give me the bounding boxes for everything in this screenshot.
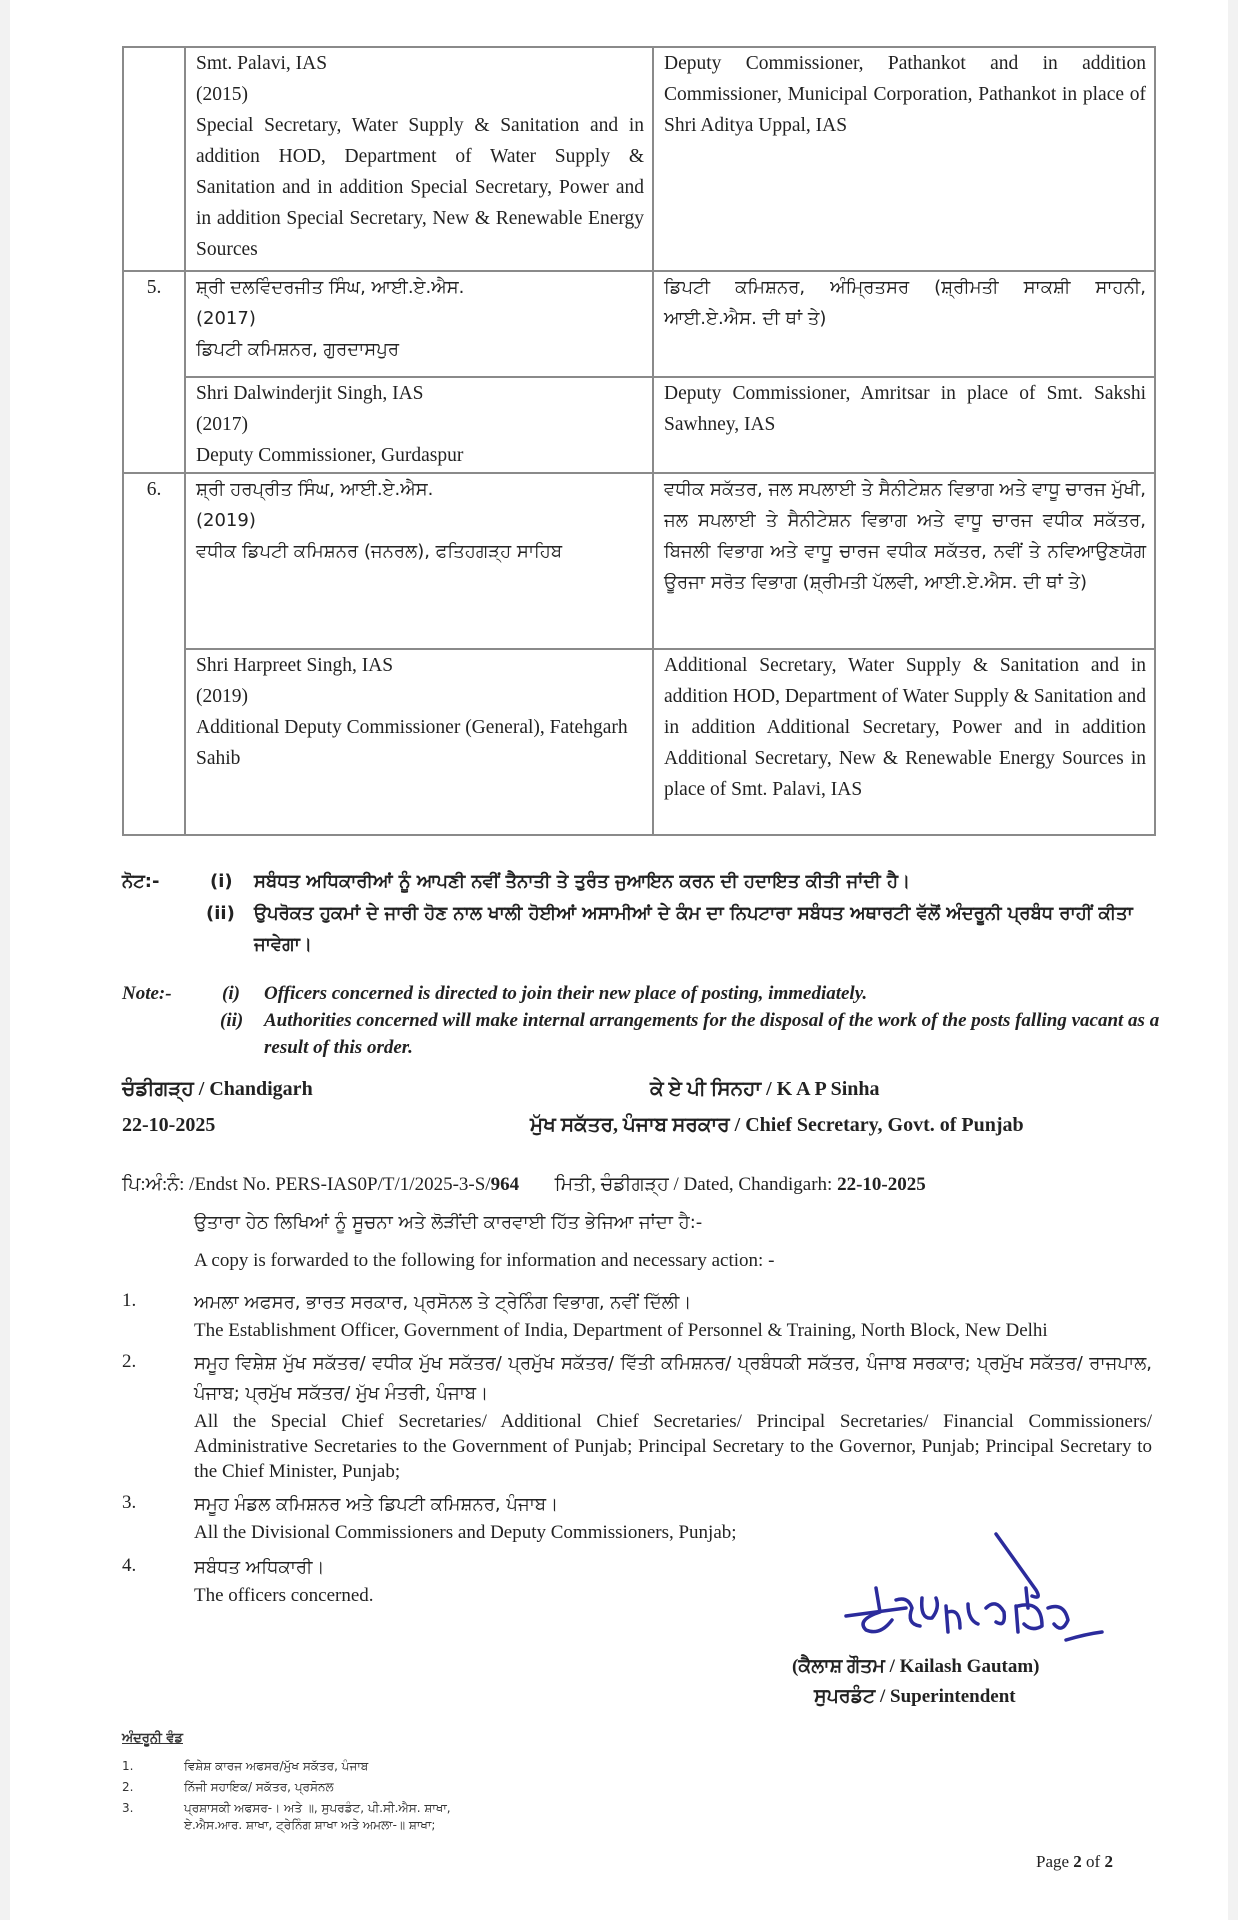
item-text-punjabi: ਸਮੂਹ ਵਿਸ਼ੇਸ਼ ਮੁੱਖ ਸਕੱਤਰ/ ਵਧੀਕ ਮੁੱਖ ਸਕੱਤਰ/ ਪ੍ਰਮੁੱਖ ਸਕੱਤਰ/ ਵਿੱਤੀ ਕਮਿਸ਼ਨਰ/ ਪ੍ਰਬੰਧਕੀ ਸਕੱਤਰ, ਪੰਜਾਬ ਸਰਕਾਰ; ਪ੍ਰਮੁੱਖ ਸਕੱਤਰ/ ਰਾਜਪਾਲ, ਪੰਜਾਬ; ਪ੍ਰਮੁੱਖ ਸਕੱਤਰ/ ਮੁੱਖ ਮੰਤਰੀ, ਪੰਜਾਬ। bbox=[194, 1353, 1152, 1404]
officer-batch: (2019) bbox=[196, 686, 248, 707]
officer-name: Shri Harpreet Singh, IAS bbox=[196, 655, 394, 676]
item-text: ਨਿੱਜੀ ਸਹਾਇਕ/ ਸਕੱਤਰ, ਪ੍ਰਸੋਨਲ bbox=[184, 1780, 334, 1794]
place: ਚੰਡੀਗੜ੍ਹ / Chandigarh bbox=[122, 1078, 313, 1100]
posting-cell: Additional Secretary, Water Supply & Sanitation and in addition HOD, Department of Water Supply & Sanitation and in addition Additional Secretary, Power and in addition Additional Secretary, New & Renewable Energy Sources in place of Smt. Palavi, IAS bbox=[653, 649, 1155, 835]
note-text: ਉਪਰੋਕਤ ਹੁਕਮਾਂ ਦੇ ਜਾਰੀ ਹੋਣ ਨਾਲ ਖਾਲੀ ਹੋਈਆਂ ਅਸਾਮੀਆਂ ਦੇ ਕੰਮ ਦਾ ਨਿਪਟਾਰਾ ਸਬੰਧਤ ਅਥਾਰਟੀ ਵੱਲੋਂ ਅੰਦਰੂਨੀ ਪ੍ਰਬੰਧ ਰਾਹੀਂ ਕੀਤਾ ਜਾਵੇਗਾ। bbox=[254, 903, 1133, 955]
officer-batch: (2017) bbox=[196, 308, 256, 329]
officer-cell bbox=[185, 47, 653, 271]
note-text: Officers concerned is directed to join their new place of posting, immediately. bbox=[264, 983, 868, 1004]
item-text-punjabi: ਸਮੂਹ ਮੰਡਲ ਕਮਿਸ਼ਨਰ ਅਤੇ ਡਿਪਟੀ ਕਮਿਸ਼ਨਰ, ਪੰਜਾਬ। bbox=[194, 1494, 559, 1515]
row-number bbox=[123, 47, 185, 271]
officer-batch: (2019) bbox=[196, 510, 256, 531]
note-marker: (ii) bbox=[206, 903, 235, 924]
superintendent-name: (ਕੈਲਾਸ਼ ਗੌਤਮ / Kailash Gautam) bbox=[792, 1656, 1040, 1677]
note-marker: (ii) bbox=[220, 1010, 244, 1031]
note-marker: (i) bbox=[222, 983, 240, 1004]
endorsement-number-prefix: ਪਿ:ਅੰ:ਨੰ: /Endst No. PERS-IAS0P/T/1/2025-3-S/ bbox=[122, 1174, 491, 1195]
note-text: ਸਬੰਧਤ ਅਧਿਕਾਰੀਆਂ ਨੂੰ ਆਪਣੀ ਨਵੀਂ ਤੈਨਾਤੀ ਤੇ ਤੁਰੰਤ ਜੁਆਇਨ ਕਰਨ ਦੀ ਹਦਾਇਤ ਕੀਤੀ ਜਾਂਦੀ ਹੈ। bbox=[254, 871, 911, 892]
officer-name: ਸ਼੍ਰੀ ਹਰਪ੍ਰੀਤ ਸਿੰਘ, ਆਈ.ਏ.ਐਸ. bbox=[196, 479, 434, 500]
officer-current-post: Deputy Commissioner, Gurdaspur bbox=[196, 445, 464, 466]
officer-current-post: ਡਿਪਟੀ ਕਮਿਸ਼ਨਰ, ਗੁਰਦਾਸਪੁਰ bbox=[196, 339, 400, 360]
endorsement-number: 964 bbox=[490, 1174, 520, 1195]
note-marker: (i) bbox=[210, 871, 233, 892]
officer-current-post: Special Secretary, Water Supply & Sanitation and in addition HOD, Department of Water Supply & Sanitation and in addition Special Secretary, Power and in addition Special Secretary, New & Renewable Energy Sources bbox=[196, 115, 644, 260]
order-date: 22-10-2025 bbox=[122, 1114, 216, 1136]
officer-name: Shri Dalwinderjit Singh, IAS bbox=[196, 383, 424, 404]
row-number: 5. bbox=[123, 271, 185, 473]
internal-distribution-list bbox=[122, 1758, 722, 1834]
item-number: 1. bbox=[122, 1290, 137, 1311]
posting-cell: Deputy Commissioner, Amritsar in place of Smt. Sakshi Sawhney, IAS bbox=[653, 377, 1155, 473]
posting-cell: ਵਧੀਕ ਸਕੱਤਰ, ਜਲ ਸਪਲਾਈ ਤੇ ਸੈਨੀਟੇਸ਼ਨ ਵਿਭਾਗ ਅਤੇ ਵਾਧੂ ਚਾਰਜ ਮੁੱਖੀ, ਜਲ ਸਪਲਾਈ ਤੇ ਸੈਨੀਟੇਸ਼ਨ ਵਿਭਾਗ ਅਤੇ ਵਾਧੂ ਚਾਰਜ ਵਧੀਕ ਸਕੱਤਰ, ਬਿਜਲੀ ਵਿਭਾਗ ਅਤੇ ਵਾਧੂ ਚਾਰਜ ਵਧੀਕ ਸਕੱਤਰ, ਨਵੀਂ ਤੇ ਨਵਿਆਉਣਯੋਗ ਊਰਜਾ ਸਰੋਤ ਵਿਭਾਗ (ਸ਼੍ਰੀਮਤੀ ਪੱਲਵੀ, ਆਈ.ਏ.ਐਸ. ਦੀ ਥਾਂ ਤੇ) bbox=[653, 473, 1155, 649]
document-page bbox=[10, 0, 1228, 1920]
table-row bbox=[123, 649, 1155, 835]
copy-list-item bbox=[122, 1288, 1152, 1343]
signatory-title: ਮੁੱਖ ਸਕੱਤਰ, ਪੰਜਾਬ ਸਰਕਾਰ / Chief Secretary, Govt. of Punjab bbox=[530, 1114, 1024, 1136]
posting-table bbox=[122, 46, 1156, 836]
item-number: 3. bbox=[122, 1801, 134, 1815]
row-number: 6. bbox=[123, 473, 185, 835]
item-number: 3. bbox=[122, 1492, 137, 1513]
item-number: 2. bbox=[122, 1351, 137, 1372]
table-row bbox=[123, 473, 1155, 649]
item-number: 4. bbox=[122, 1555, 137, 1576]
officer-current-post: Additional Deputy Commissioner (General), Fatehgarh Sahib bbox=[196, 717, 628, 769]
forward-note-english: A copy is forwarded to the following for information and necessary action: - bbox=[194, 1250, 775, 1271]
table-row bbox=[123, 47, 1155, 271]
total-pages: 2 bbox=[1104, 1852, 1113, 1871]
forward-note-punjabi: ਉਤਾਰਾ ਹੇਠ ਲਿਖਿਆਂ ਨੂੰ ਸੂਚਨਾ ਅਤੇ ਲੋੜੀਂਦੀ ਕਾਰਵਾਈ ਹਿੱਤ ਭੇਜਿਆ ਜਾਂਦਾ ਹੈ:- bbox=[194, 1212, 703, 1233]
item-text-english: The Establishment Officer, Government of India, Department of Personnel & Training, North Block, New Delhi bbox=[194, 1320, 1048, 1341]
officer-name: ਸ਼੍ਰੀ ਦਲਵਿੰਦਰਜੀਤ ਸਿੰਘ, ਆਈ.ਏ.ਐਸ. bbox=[196, 277, 465, 298]
item-text-continued: ਏ.ਐਸ.ਆਰ. ਸ਼ਾਖਾ, ਟ੍ਰੇਨਿੰਗ ਸ਼ਾਖਾ ਅਤੇ ਅਮਲਾ-॥ ਸ਼ਾਖਾ; bbox=[184, 1818, 436, 1832]
posting-cell: Deputy Commissioner, Pathankot and in addition Commissioner, Municipal Corporation, Pathankot in place of Shri Aditya Uppal, IAS bbox=[653, 47, 1155, 271]
item-text: ਵਿਸ਼ੇਸ਼ ਕਾਰਜ ਅਫਸਰ/ਮੁੱਖ ਸਕੱਤਰ, ਪੰਜਾਬ bbox=[184, 1759, 369, 1773]
signatory-name: ਕੇ ਏ ਪੀ ਸਿਨਹਾ / K A P Sinha bbox=[650, 1078, 880, 1100]
note-label: Note:- bbox=[122, 983, 172, 1004]
note-text: Authorities concerned will make internal arrangements for the disposal of the work of the posts falling vacant as a result of this order. bbox=[264, 1010, 1160, 1058]
item-text-punjabi: ਸਬੰਧਤ ਅਧਿਕਾਰੀ। bbox=[194, 1557, 325, 1578]
officer-cell bbox=[185, 473, 653, 649]
current-page: 2 bbox=[1073, 1852, 1082, 1871]
internal-distribution-item bbox=[122, 1800, 722, 1834]
page-number bbox=[1036, 1852, 1113, 1872]
signature-image bbox=[836, 1528, 1136, 1658]
item-text-punjabi: ਅਮਲਾ ਅਫਸਰ, ਭਾਰਤ ਸਰਕਾਰ, ਪ੍ਰਸੋਨਲ ਤੇ ਟ੍ਰੇਨਿੰਗ ਵਿਭਾਗ, ਨਵੀਂ ਦਿੱਲੀ। bbox=[194, 1292, 692, 1313]
dated-label: ਮਿਤੀ, ਚੰਡੀਗੜ੍ਹ / Dated, Chandigarh: bbox=[554, 1174, 838, 1195]
item-text-english: The officers concerned. bbox=[194, 1585, 374, 1606]
officer-cell bbox=[185, 649, 653, 835]
officer-batch: (2015) bbox=[196, 84, 248, 105]
page-label: Page bbox=[1036, 1852, 1074, 1871]
officer-current-post: ਵਧੀਕ ਡਿਪਟੀ ਕਮਿਸ਼ਨਰ (ਜਨਰਲ), ਫਤਿਹਗੜ੍ਹ ਸਾਹਿਬ bbox=[196, 541, 563, 562]
item-number: 1. bbox=[122, 1759, 134, 1773]
table-row bbox=[123, 271, 1155, 377]
table-row bbox=[123, 377, 1155, 473]
endorsement-line bbox=[122, 1174, 926, 1196]
superintendent-title: ਸੁਪਰਡੰਟ / Superintendent bbox=[814, 1686, 1016, 1707]
item-number: 2. bbox=[122, 1780, 134, 1794]
officer-name: Smt. Palavi, IAS bbox=[196, 53, 328, 74]
item-text-english: All the Divisional Commissioners and Deputy Commissioners, Punjab; bbox=[194, 1522, 737, 1543]
endorsement-date: 22-10-2025 bbox=[837, 1174, 926, 1195]
item-text: ਪ੍ਰਸ਼ਾਸਕੀ ਅਫਸਰ-। ਅਤੇ ॥, ਸੁਪਰਡੰਟ, ਪੀ.ਸੀ.ਐਸ. ਸ਼ਾਖਾ, bbox=[184, 1801, 451, 1815]
item-text-english: All the Special Chief Secretaries/ Additional Chief Secretaries/ Principal Secretaries/ Financial Commissioners/ Administrative Secretaries to the Government of Punjab; Principal Secretary to the Governor, Punjab; Principal Secretary to the Chief Minister, Punjab; bbox=[194, 1411, 1152, 1482]
internal-distribution-item bbox=[122, 1758, 722, 1779]
note-label: ਨੋਟ:- bbox=[122, 871, 160, 892]
of-label: of bbox=[1081, 1852, 1105, 1871]
officer-cell bbox=[185, 271, 653, 377]
internal-distribution-item bbox=[122, 1779, 722, 1800]
officer-batch: (2017) bbox=[196, 414, 248, 435]
posting-cell: ਡਿਪਟੀ ਕਮਿਸ਼ਨਰ, ਅੰਮ੍ਰਿਤਸਰ (ਸ਼੍ਰੀਮਤੀ ਸਾਕਸ਼ੀ ਸਾਹਨੀ, ਆਈ.ਏ.ਐਸ. ਦੀ ਥਾਂ ਤੇ) bbox=[653, 271, 1155, 377]
internal-distribution-heading: ਅੰਦਰੂਨੀ ਵੰਡ bbox=[122, 1731, 183, 1746]
copy-list-item bbox=[122, 1349, 1152, 1484]
officer-cell bbox=[185, 377, 653, 473]
